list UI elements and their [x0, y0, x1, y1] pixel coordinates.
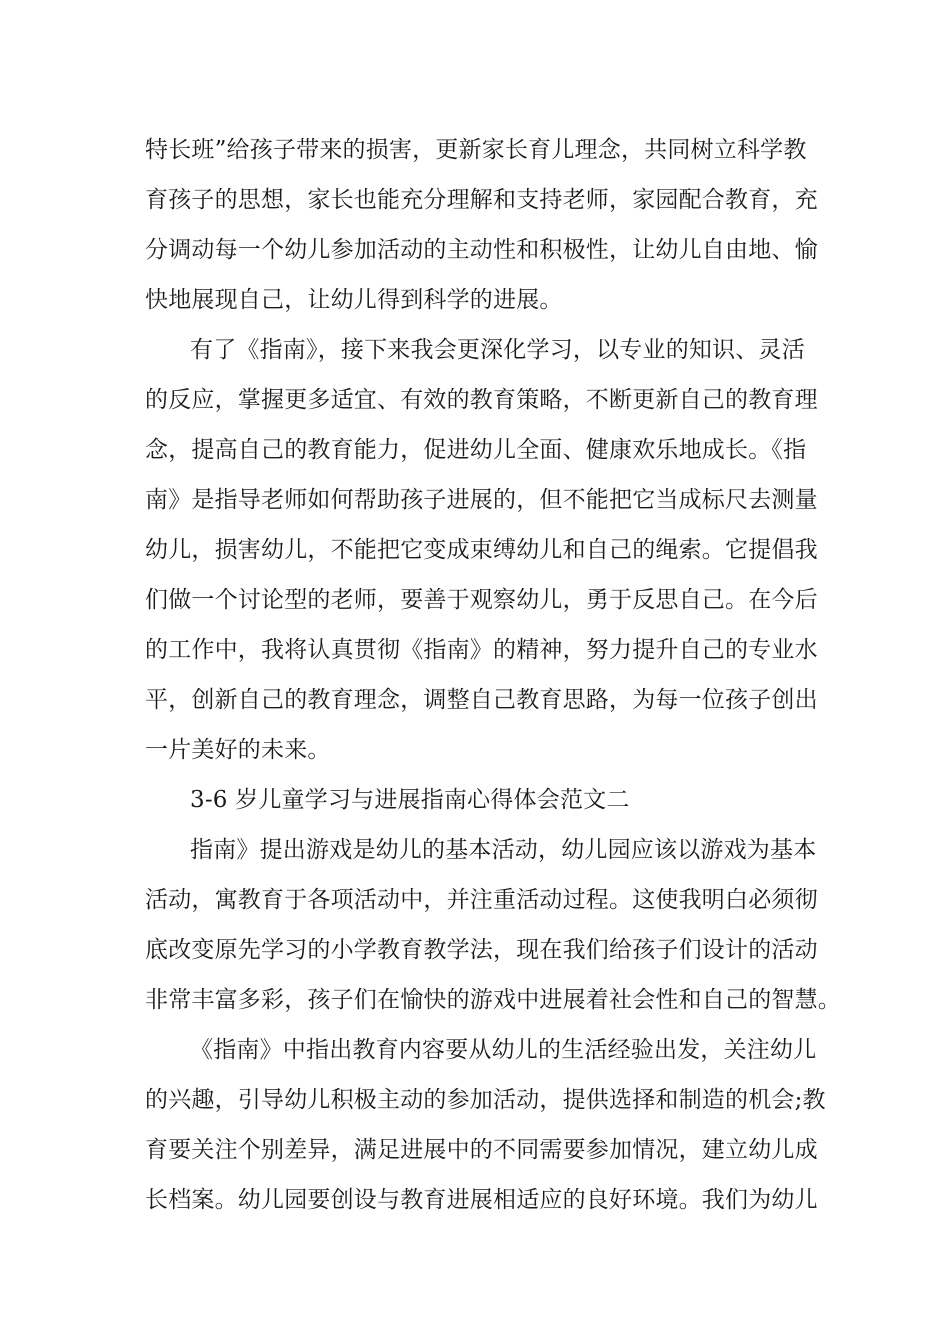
text-line-18: 非常丰富多彩，孩子们在愉快的游戏中进展着社会性和自己的智慧。: [145, 987, 841, 1013]
text-line-7: 念，提高自己的教育能力，促进幼儿全面、健康欢乐地成长。《指: [145, 437, 807, 463]
text-line-15: 指南》提出游戏是幼儿的基本活动，幼儿园应该以游戏为基本: [190, 837, 817, 863]
text-line-2: 育孩子的思想，家长也能充分理解和支持老师，家园配合教育，充: [145, 187, 818, 213]
text-line-5: 有了《指南》，接下来我会更深化学习，以专业的知识、灵活: [190, 337, 805, 363]
text-line-19: 《指南》中指出教育内容要从幼儿的生活经验出发，关注幼儿: [190, 1037, 817, 1063]
text-line-16: 活动，寓教育于各项活动中，并注重活动过程。这使我明白必须彻: [145, 887, 818, 913]
text-line-10: 们做一个讨论型的老师，要善于观察幼儿，勇于反思自己。在今后: [145, 587, 818, 613]
text-line-21: 育要关注个别差异，满足进展中的不同需要参加情况，建立幼儿成: [145, 1137, 818, 1163]
text-line-11: 的工作中，我将认真贯彻《指南》的精神，努力提升自己的专业水: [145, 637, 818, 663]
text-line-8: 南》是指导老师如何帮助孩子进展的，但不能把它当成标尺去测量: [145, 487, 818, 513]
text-line-9: 幼儿，损害幼儿，不能把它变成束缚幼儿和自己的绳索。它提倡我: [145, 537, 818, 563]
text-line-17: 底改变原先学习的小学教育教学法，现在我们给孩子们设计的活动: [145, 937, 818, 963]
text-line-3: 分调动每一个幼儿参加活动的主动性和积极性，让幼儿自由地、愉: [145, 237, 818, 263]
text-line-12: 平，创新自己的教育理念，调整自己教育思路，为每一位孩子创出: [145, 687, 818, 713]
text-line-4: 快地展现自己，让幼儿得到科学的进展。: [145, 287, 563, 313]
text-line-1: 特长班”给孩子带来的损害，更新家长育儿理念，共同树立科学教: [145, 137, 807, 163]
section-heading: 3-6 岁儿童学习与进展指南心得体会范文二: [190, 787, 630, 813]
text-line-22: 长档案。幼儿园要创设与教育进展相适应的良好环境。我们为幼儿: [145, 1187, 818, 1213]
text-line-20: 的兴趣，引导幼儿积极主动的参加活动，提供选择和制造的机会;教: [145, 1087, 826, 1113]
text-line-6: 的反应，掌握更多适宜、有效的教育策略，不断更新自己的教育理: [145, 387, 818, 413]
text-line-13: 一片美好的未来。: [145, 737, 331, 763]
